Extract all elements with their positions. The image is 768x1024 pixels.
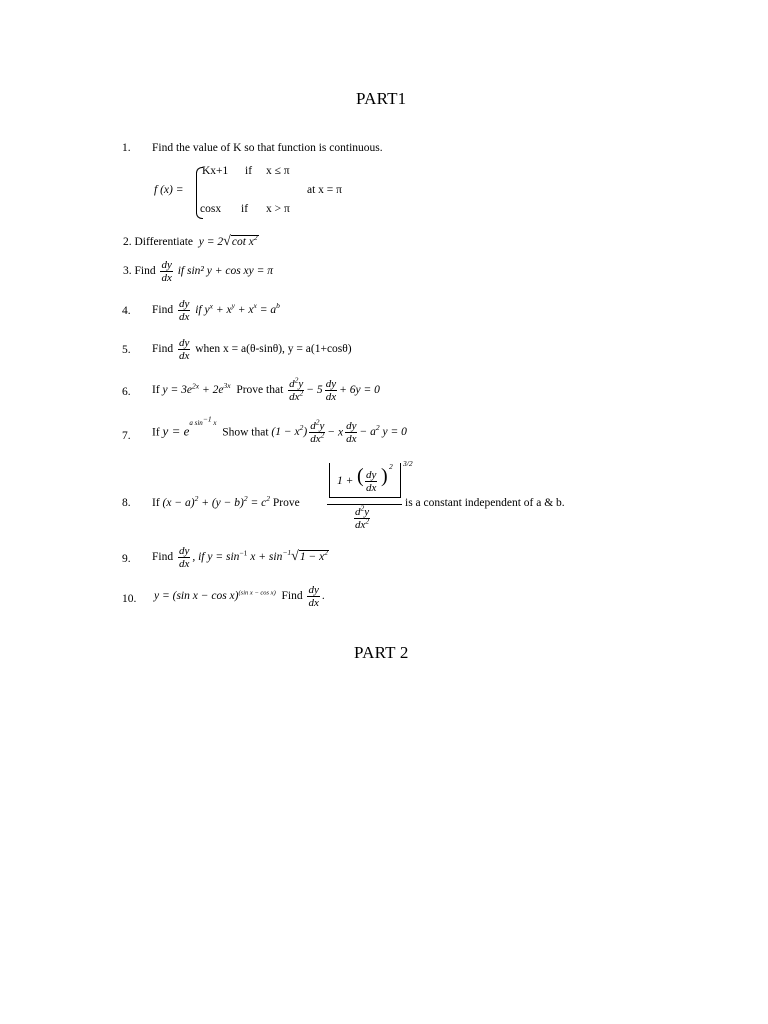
q1-text: Find the value of K so that function is continuous. bbox=[152, 142, 383, 154]
q4-fraction: $\frac{dy}{dx}$ bbox=[178, 298, 190, 323]
q3-rest: if sin² y + cos xy = π bbox=[177, 265, 274, 278]
q6-text: If bbox=[152, 384, 160, 397]
q1-case2-if: if bbox=[241, 203, 249, 215]
q8-number: 8. bbox=[122, 497, 131, 509]
q6-line: If $y = 3e^{2x} + 2e^{3x}$ Prove that $\frac{d^2y}{dx^2}$ − 5 $\frac{dy}{dx}$ + 6y = 0 bbox=[152, 375, 380, 403]
q5-fraction: $\frac{dy}{dx}$ bbox=[178, 337, 190, 362]
q3-text: Find bbox=[134, 265, 156, 278]
q5-line bbox=[152, 337, 352, 362]
q6-expr: y = 3e bbox=[162, 384, 193, 397]
q1-case2-expr: cosx bbox=[200, 203, 222, 215]
q3-number: 3. bbox=[123, 265, 132, 278]
q9-text: Find bbox=[152, 551, 174, 564]
q1-at: at x = π bbox=[307, 184, 342, 196]
q9-fraction: $\frac{dy}{dx}$ bbox=[178, 545, 190, 570]
q8-text: If bbox=[152, 497, 160, 509]
q1-case2-cond: x > π bbox=[266, 203, 290, 215]
q4-number: 4. bbox=[122, 305, 131, 317]
q3-fraction: $\frac{dy}{dx}$ bbox=[161, 259, 172, 284]
q7-text: If bbox=[152, 426, 160, 439]
q10-find: Find bbox=[281, 590, 303, 603]
q8-prove: Prove bbox=[272, 497, 300, 509]
q2-root: $\cot x^2$ bbox=[231, 233, 258, 248]
q2-number: 2. bbox=[123, 236, 132, 248]
q9-line: Find $\frac{dy}{dx}$ , if $y = \sin^{-1} x + \sin^{-1}√1 - x^2$ bbox=[152, 545, 328, 570]
q1-case1-if: if bbox=[245, 165, 253, 177]
q10-number: 10. bbox=[122, 593, 137, 605]
q2-line: 2. Differentiate y = 2√cot $x^2$ bbox=[123, 233, 258, 249]
part2-heading: PART 2 bbox=[354, 643, 409, 662]
q9-rest: , if y = sin bbox=[192, 551, 240, 564]
q1-number: 1. bbox=[122, 142, 131, 154]
q5-rest: when x = a(θ-sinθ), y = a(1+cosθ) bbox=[195, 343, 352, 356]
q7-number: 7. bbox=[122, 430, 131, 442]
part1-heading: PART1 bbox=[356, 89, 407, 108]
q6-number: 6. bbox=[122, 386, 131, 398]
q4-text: Find bbox=[152, 304, 174, 317]
q5-text: Find bbox=[152, 343, 174, 356]
q7-line: If $y = e^{a sin^{-1} x}$ Show that $(1 - x^2)$ $\frac{d^2y}{dx^2}$ − x $\frac{dy}{dx}$ − $a^2$ y = 0 bbox=[152, 415, 407, 446]
q4-rest: if y bbox=[195, 304, 210, 317]
q4-line: Find $\frac{dy}{dx}$ if $y^x + x^y + x^x = a^b$ bbox=[152, 298, 280, 323]
q10-line: y = (sin x − cos x)$^{(sin x - cos x)}$ Find $\frac{dy}{dx}$ . bbox=[154, 584, 325, 609]
q2-expr-y: y = 2 bbox=[198, 236, 224, 248]
q7-show: Show that bbox=[222, 426, 269, 439]
q1-case1-expr: Kx+1 bbox=[202, 165, 229, 177]
q9-number: 9. bbox=[122, 553, 131, 565]
q1-case1-cond: x ≤ π bbox=[266, 165, 290, 177]
q5-number: 5. bbox=[122, 344, 131, 356]
q3-line bbox=[123, 259, 273, 284]
q2-text: Differentiate bbox=[134, 236, 194, 248]
q6-prove: Prove that bbox=[236, 384, 284, 397]
q1-f-lhs: f (x) = bbox=[154, 184, 184, 196]
q8-tail: is a constant independent of a & b. bbox=[405, 497, 565, 509]
q8-line: If $(x - a)^2 + (y - b)^2 = c^2$ Prove bbox=[152, 494, 300, 509]
q8-fraction-bar bbox=[327, 504, 402, 505]
